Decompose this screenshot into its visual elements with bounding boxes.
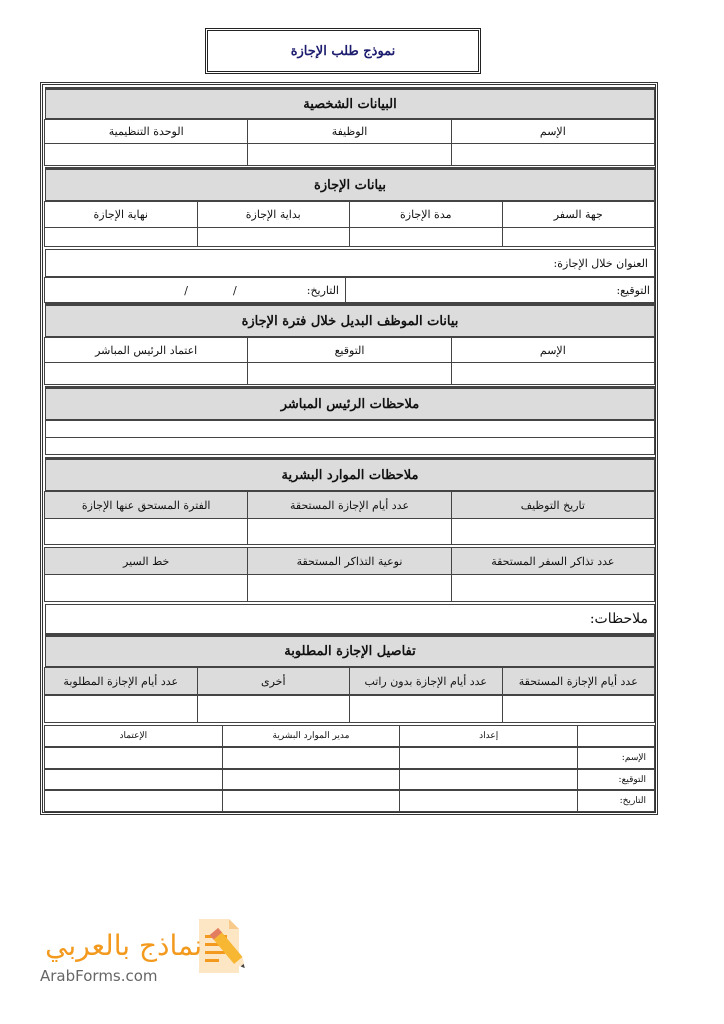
approvals-name-label: الإسم: [577,747,655,769]
hire-date-label: تاريخ التوظيف [451,491,655,519]
approval-name-field[interactable] [44,747,223,769]
unit-field[interactable] [44,143,248,166]
manager-notes-line [45,420,655,438]
hr-manager-name-field[interactable] [222,747,401,769]
destination-label: جهة السفر [502,201,656,228]
signature-field[interactable] [345,277,655,303]
name-label: الإسم [451,119,655,144]
leave-data-heading: بيانات الإجازة [45,167,655,201]
route-label: خط السير [44,547,248,575]
approvals-date-label: التاريخ: [577,790,655,812]
requested-days-label: عدد أيام الإجازة المطلوبة [44,667,198,695]
logo-arabic-text: نماذج بالعربي [45,929,202,962]
substitute-heading: بيانات الموظف البديل خلال فترة الإجازة [45,303,655,337]
logo-english-text: ArabForms.com [40,967,158,985]
substitute-values-row [45,362,655,385]
hr-notes-row [45,604,655,634]
arabforms-logo [30,915,250,985]
other-field[interactable] [197,695,351,723]
approval-date-field[interactable] [44,790,223,812]
tickets-count-field[interactable] [451,574,655,602]
entitled-days-field[interactable] [247,518,451,545]
substitute-signature-field[interactable] [247,362,451,385]
requested-days-field[interactable] [44,695,198,723]
approvals-signature-row [45,769,655,790]
date-field[interactable] [44,277,346,303]
address-label: العنوان خلال الإجازة: [553,256,648,270]
hr-notes-heading: ملاحظات الموارد البشرية [45,457,655,491]
end-field[interactable] [44,227,198,247]
approvals-signature-label: التوقيع: [577,769,655,790]
personal-labels-row [45,119,655,144]
hr-notes-field[interactable] [45,604,655,634]
details-labels-row [45,667,655,695]
start-label: بداية الإجازة [197,201,351,228]
entitled-days-label: عدد أيام الإجازة المستحقة [247,491,451,519]
entitled-period-label: الفترة المستحق عنها الإجازة [44,491,248,519]
unit-label: الوحدة التنظيمية [44,119,248,144]
personal-data-heading: البيانات الشخصية [45,87,655,119]
address-row [45,249,655,277]
signature-label: التوقيع: [616,283,650,297]
entitled-period-field[interactable] [44,518,248,545]
leave-values-row [45,227,655,247]
details-entitled-field[interactable] [502,695,656,723]
hr-tickets-labels-row [45,547,655,575]
hire-date-field[interactable] [451,518,655,545]
hr-tickets-values-row [45,574,655,602]
hr-labels-row [45,491,655,519]
date-separator: / [184,283,189,297]
approvals-date-row [45,790,655,812]
hr-manager-label: مدير الموارد البشرية [222,725,401,747]
leave-labels-row [45,201,655,228]
prepared-label: إعداد [399,725,578,747]
manager-notes-heading: ملاحظات الرئيس المباشر [45,386,655,420]
document-pencil-icon [195,915,251,977]
manager-notes-field[interactable] [45,420,655,438]
manager-notes-line [45,437,655,455]
substitute-labels-row [45,337,655,363]
address-field[interactable] [45,249,655,277]
signature-date-row [45,277,655,303]
leave-request-form [40,82,658,815]
job-field[interactable] [247,143,451,166]
hr-values-row [45,518,655,545]
details-values-row [45,695,655,723]
other-label: أخرى [197,667,351,695]
date-separator: / [233,283,237,297]
unpaid-days-label: عدد أيام الإجازة بدون راتب [349,667,503,695]
details-entitled-label: عدد أيام الإجازة المستحقة [502,667,656,695]
unpaid-days-field[interactable] [349,695,503,723]
hr-notes-label: ملاحظات: [589,611,648,627]
date-label: التاريخ: [306,283,339,297]
personal-values-row [45,143,655,166]
approval-label: الإعتماد [44,725,223,747]
substitute-signature-label: التوقيع [247,337,451,363]
approvals-corner [577,725,655,747]
prepared-name-field[interactable] [399,747,578,769]
manager-approval-field[interactable] [44,362,248,385]
start-field[interactable] [197,227,351,247]
prepared-date-field[interactable] [399,790,578,812]
leave-details-heading: تفاصيل الإجازة المطلوبة [45,634,655,667]
duration-field[interactable] [349,227,503,247]
job-label: الوظيفة [247,119,451,144]
approval-signature-field[interactable] [44,769,223,790]
form-title: نموذج طلب الإجازة [205,28,481,74]
tickets-count-label: عدد تذاكر السفر المستحقة [451,547,655,575]
hr-manager-signature-field[interactable] [222,769,401,790]
duration-label: مدة الإجازة [349,201,503,228]
approvals-name-row [45,747,655,769]
destination-field[interactable] [502,227,656,247]
manager-notes-field[interactable] [45,437,655,455]
end-label: نهاية الإجازة [44,201,198,228]
hr-manager-date-field[interactable] [222,790,401,812]
ticket-type-field[interactable] [247,574,451,602]
substitute-name-label: الإسم [451,337,655,363]
name-field[interactable] [451,143,655,166]
approvals-header-row [45,725,655,747]
route-field[interactable] [44,574,248,602]
ticket-type-label: نوعية التذاكر المستحقة [247,547,451,575]
manager-approval-label: اعتماد الرئيس المباشر [44,337,248,363]
prepared-signature-field[interactable] [399,769,578,790]
substitute-name-field[interactable] [451,362,655,385]
